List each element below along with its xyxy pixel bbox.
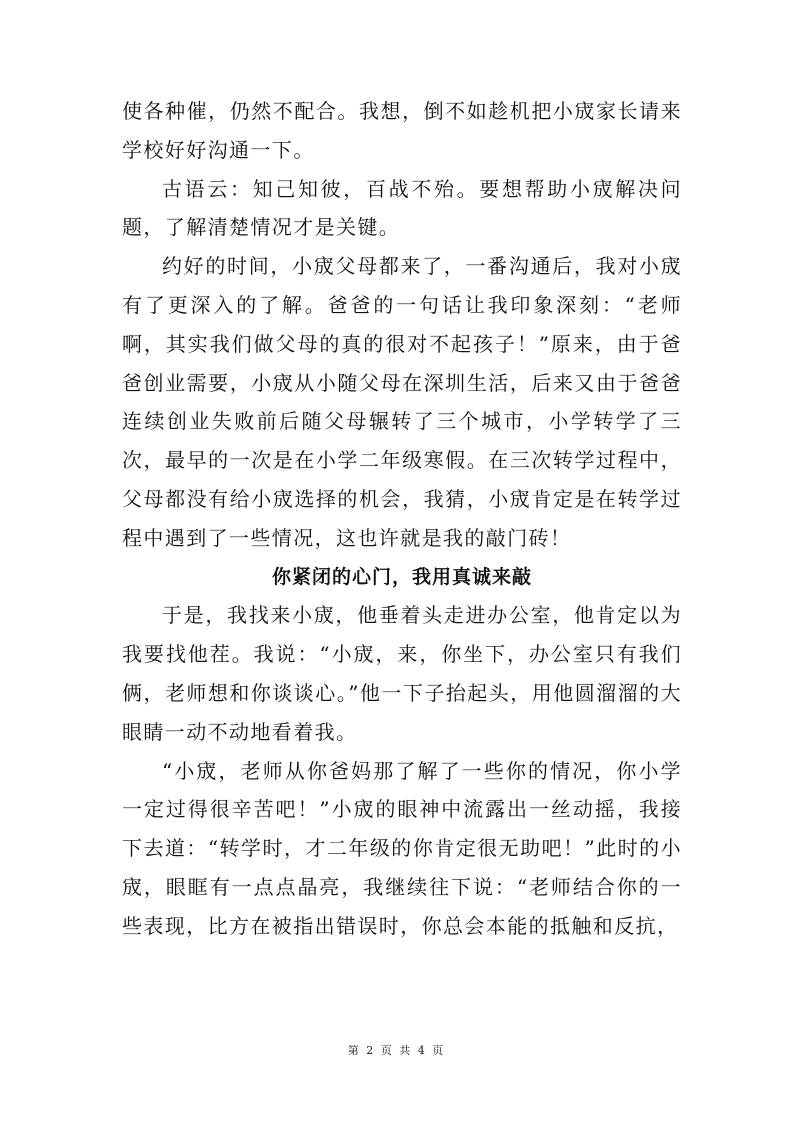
- paragraph-4: 于是，我找来小宬，他垂着头走进办公室，他肯定以为我要找他茬。我说：“小宬，来，你坐下，办公室只有我们俩，老师想和你谈谈心。”他一下子抬起头，用他圆溜溜的大眼睛一动不动地看着我。: [122, 603, 682, 744]
- paragraph-1: 使各种催，仍然不配合。我想，倒不如趁机把小宬家长请来学校好好沟通一下。: [122, 99, 682, 162]
- paragraph-2: 古语云：知己知彼，百战不殆。要想帮助小宬解决问题，了解清楚情况才是关键。: [122, 176, 682, 240]
- section-heading: 你紧闭的心门，我用真诚来敲: [271, 565, 532, 588]
- paragraph-5: “小宬，老师从你爸妈那了解了一些你的情况，你小学一定过得很辛苦吧！”小宬的眼神中流露出一丝动摇，我接下去道：“转学时，才二年级的你肯定很无助吧！”此时的小宬，眼眶有一点点晶亮，我继续往下说：“老师结合你的一些表现，比方在被指出错误时，你总会本能的抵触和反抗，: [122, 758, 682, 938]
- page-number-footer: 第 2 页 共 4 页: [347, 1044, 446, 1057]
- body-text: [122, 92, 682, 946]
- paragraph-3: 约好的时间，小宬父母都来了，一番沟通后，我对小宬有了更深入的了解。爸爸的一句话让我印象深刻：“老师啊，其实我们做父母的真的很对不起孩子！”原来，由于爸爸创业需要，小宬从小随父母在深圳生活，后来又由于爸爸连续创业失败前后随父母辗转了三个城市，小学转学了三次，最早的一次是在小学二年级寒假。在三次转学过程中，父母都没有给小宬选择的机会，我猜，小宬肯定是在转学过程中遇到了一些情况，这也许就是我的敲门砖！: [122, 254, 682, 550]
